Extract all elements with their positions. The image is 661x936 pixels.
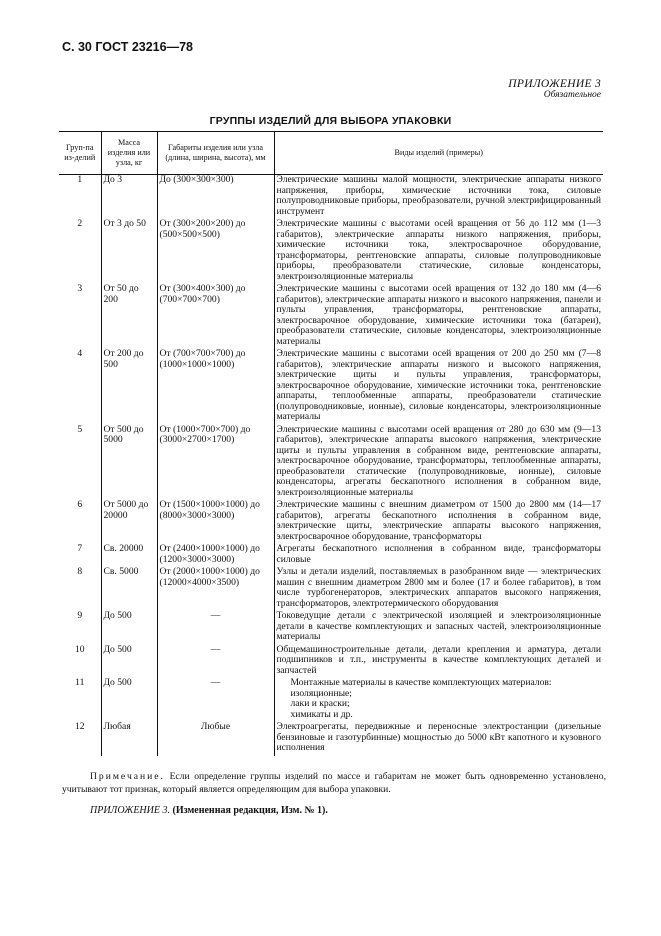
cell-group: 1 <box>77 174 83 185</box>
cell-description: Электроагрегаты, передвижные и переносные электростанции (дизельные бензиновые и газотурбинные) мощностью до 5000 кВт капотного и кузовного исполнения <box>274 722 603 756</box>
cell-group: 2 <box>77 218 83 229</box>
cell-description: Электрические машины с высотами осей вращения от 280 до 630 мм (9—13 габаритов), электрические аппараты высокого напряжения, электрические щиты и пульты управления в собранном виде, рентгеновские аппараты, электросварочное оборудование, трансформаторы, теплообменные аппараты, преобразователи статические (полупроводниковые, ионные), силовые конденсаторы, агрегаты бескапотного исполнения в собранном виде, электроизоляционные материалы <box>274 425 603 501</box>
cell-mass: Любая <box>101 722 157 756</box>
header-dimensions: Габариты изделия или узла (длина, ширина, высота), мм <box>157 132 274 175</box>
cell-dimensions: До (300×300×300) <box>157 175 274 220</box>
table-row <box>59 425 603 501</box>
list-item: химикаты и др. <box>290 708 353 720</box>
list-item: лаки и краски; <box>290 698 350 709</box>
cell-dimensions: От (1500×1000×1000) до (8000×3000×3000) <box>157 500 274 544</box>
cell-mass: До 500 <box>101 645 157 679</box>
header-mass: Масса изделия или узла, кг <box>101 132 157 175</box>
table-row <box>59 722 603 756</box>
cell-dimensions: — <box>157 611 274 645</box>
cell-group: 5 <box>77 423 83 435</box>
cell-mass: От 3 до 50 <box>101 219 157 284</box>
appendix-status: Обязательное <box>543 90 601 100</box>
cell-dimensions: — <box>157 678 274 722</box>
cell-group: 12 <box>74 721 85 732</box>
cell-dimensions: Любые <box>157 722 274 756</box>
cell-group: 6 <box>77 499 83 510</box>
table-row <box>59 544 603 567</box>
cell-description: Электрические машины с высотами осей вращения от 200 до 250 мм (7—8 габаритов), электрические аппараты низкого и высокого напряжения, электрические щиты и пульты управления, трансформаторы, электросварочное оборудование, химические источники тока, рентгеновские аппараты, теплообменные аппараты, преобразователи статические (полупроводниковые, ионные), силовые конденсаторы, электроизоляционные материалы <box>274 349 603 425</box>
table-header-row <box>59 132 603 175</box>
cell-description: Электрические машины с высотами осей вращения от 56 до 112 мм (1—3 габаритов), электрические аппараты низкого напряжения, приборы, химические источники тока, электросварочное оборудование, трансформаторы, рентгеновские аппараты, силовые полупроводниковые приборы, преобразователи статические, силовые конденсаторы, электроизоляционные материалы <box>274 219 603 284</box>
revision-footer <box>90 805 328 816</box>
page-header: С. 30 ГОСТ 23216—78 <box>62 40 193 54</box>
cell-mass: До 500 <box>101 611 157 645</box>
note-text: Если определение группы изделий по массе и габаритам не может быть одновременно установлено, учитывают тот признак, который является определяющим для выбора упаковки. <box>62 771 606 795</box>
cell-group: 10 <box>74 643 85 655</box>
product-groups-table <box>59 131 603 756</box>
cell-mass: До 3 <box>101 175 157 220</box>
table-row <box>59 678 603 722</box>
cell-mass: До 500 <box>101 678 157 722</box>
cell-description: Электрические машины с внешним диаметром от 1500 до 2800 мм (14—17 габаритов), агрегаты бескапотного исполнения в собранном виде, электрические щиты, электрические аппараты высокого напряжения, электросварочное оборудование, трансформаторы <box>274 500 603 544</box>
cell-dimensions: От (2000×1000×1000) до (12000×4000×3500) <box>157 567 274 611</box>
cell-description: Электрические машины малой мощности, электрические аппараты низкого напряжения, приборы, химические источники тока, силовые полупроводниковые приборы, преобразователи, ручной электрифицированный инструмент <box>274 175 603 220</box>
cell-dimensions: От (2400×1000×1000) до (1200×3000×3000) <box>157 544 274 567</box>
cell-group: 4 <box>77 348 83 359</box>
cell-dimensions: От (1000×700×700) до (3000×2700×1700) <box>157 425 274 501</box>
appendix-label-block <box>508 78 601 100</box>
footer-ref: ПРИЛОЖЕНИЕ 3. <box>90 805 170 816</box>
cell-mass: От 200 до 500 <box>101 349 157 425</box>
cell-mass: От 500 до 5000 <box>101 425 157 501</box>
cell-dimensions: От (300×200×200) до (500×500×500) <box>157 219 274 284</box>
table-row <box>59 611 603 645</box>
cell-mass: От 50 до 200 <box>101 284 157 349</box>
cell-group: 7 <box>77 543 83 554</box>
table-note <box>62 770 606 796</box>
cell-description: Электрические машины с высотами осей вращения от 132 до 180 мм (4—6 габаритов), электрические аппараты низкого и высокого напряжения, панели и пульты управления, трансформаторы, рентгеновские аппараты, электросварочное оборудование, химические источники тока (батареи), преобразователи статические, силовые конденсаторы, электроизоляционные материалы <box>274 284 603 349</box>
table-row <box>59 349 603 425</box>
header-product-types: Виды изделий (примеры) <box>274 132 603 175</box>
cell-dimensions: От (300×400×300) до (700×700×700) <box>157 284 274 349</box>
cell-description <box>274 678 603 722</box>
description-text: Монтажные материалы в качестве комплектующих материалов: <box>290 677 552 688</box>
cell-dimensions: — <box>157 645 274 679</box>
footer-edition: (Измененная редакция, Изм. № 1). <box>172 805 328 816</box>
cell-group: 9 <box>77 610 83 621</box>
cell-mass: Св. 5000 <box>101 567 157 611</box>
table-row <box>59 567 603 611</box>
cell-description: Общемашиностроительные детали, детали крепления и арматура, детали подшипников и т.п., инструменты в качестве комплектующих деталей и запчастей <box>274 645 603 679</box>
cell-group: 3 <box>77 283 83 294</box>
list-item: изоляционные; <box>290 687 352 699</box>
table-row <box>59 175 603 220</box>
table-row <box>59 284 603 349</box>
cell-description: Токоведущие детали с электрической изоляцией и электроизоляционные детали в качестве комплектующих и запасных частей, электроизоляционные материалы <box>274 611 603 645</box>
cell-description: Узлы и детали изделий, поставляемых в разобранном виде — электрических машин с внешним диаметром 2800 мм и более (17 и более габаритов), в том числе турбогенераторов, электрических аппаратов высокого напряжения, трансформаторов, электротермического оборудования <box>274 567 603 611</box>
cell-group: 8 <box>77 566 83 577</box>
cell-dimensions: От (700×700×700) до (1000×1000×1000) <box>157 349 274 425</box>
cell-group: 11 <box>75 677 85 688</box>
cell-description: Агрегаты бескапотного исполнения в собранном виде, трансформаторы силовые <box>274 544 603 567</box>
header-group: Груп-па из-делий <box>59 132 101 175</box>
document-title: ГРУППЫ ИЗДЕЛИЙ ДЛЯ ВЫБОРА УПАКОВКИ <box>209 115 452 127</box>
cell-mass: От 5000 до 20000 <box>101 500 157 544</box>
table-row <box>59 500 603 544</box>
note-label: Примечание. <box>90 771 165 782</box>
cell-mass: Св. 20000 <box>101 544 157 567</box>
appendix-label: ПРИЛОЖЕНИЕ 3 <box>508 78 601 90</box>
table-row <box>59 645 603 679</box>
table-row <box>59 219 603 284</box>
